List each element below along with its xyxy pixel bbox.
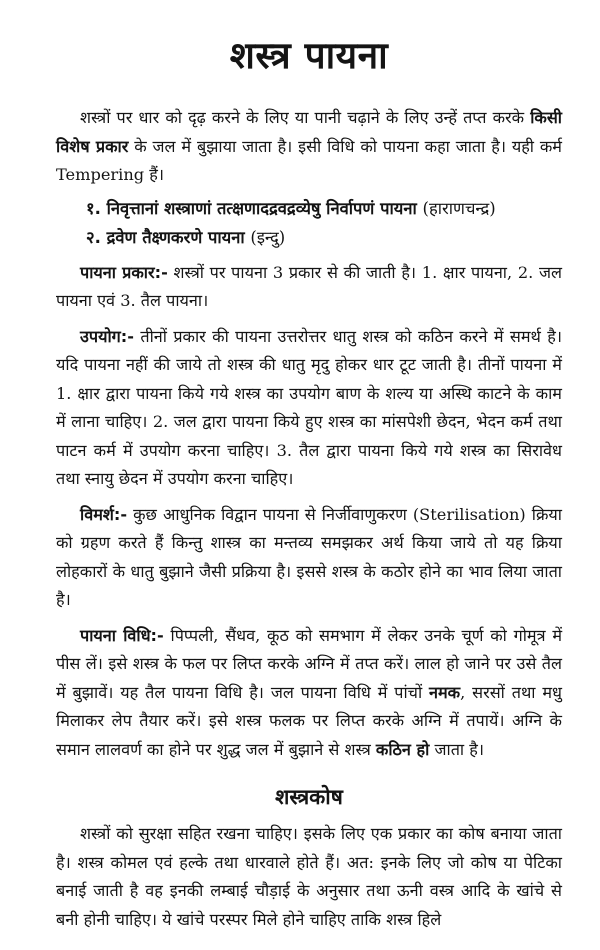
page-title: शस्त्र पायना	[229, 34, 389, 77]
method-bold-b: कठिन हो	[375, 739, 430, 759]
intro-paragraph	[56, 104, 562, 190]
method-bold-a: नमक	[429, 682, 461, 702]
usage-text: तीनों प्रकार की पायना उत्तरोत्तर धातु शस्त्र को कठिन करने में समर्थ है। यदि पायना नहीं की जाये तो शस्त्र की धातु मृदु होकर धार टूट जाती है। तीनों पायना में 1. क्षार द्वारा पायना किये गये शस्त्र का उपयोग बाण के शल्य या अस्थि काटने के काम में लाना चाहिए। 2. जल द्वारा पायना किये हुए शस्त्र का मांसपेशी छेदन, भेदन कर्म तथा पाटन कर्म में उपयोग करना चाहिए। 3. तैल द्वारा पायना किये गये शस्त्र का सिरावेध तथा स्नायु छेदन में उपयोग करना चाहिए।	[56, 326, 562, 488]
usage-heading: उपयोग:-	[80, 326, 134, 346]
intro-bold-phrase: किसी विशेष प्रकार	[56, 108, 562, 156]
usage-paragraph	[56, 323, 562, 494]
verse-item	[86, 223, 562, 252]
method-heading: पायना विधि:-	[80, 625, 164, 645]
method-text-c: जाता है।	[429, 739, 484, 759]
method-text-a: पिप्पली, सैंधव, कूठ को समभाग में लेकर उनके चूर्ण को गोमूत्र में पीस लें। इसे शस्त्र के फल पर लिप्त करके अग्नि में तप्त करें। लाल हो जाने पर उसे तैल में बुझावें। यह तैल पायना विधि है। जल पायना विधि में पांचों	[56, 625, 562, 702]
verse-number: १.	[86, 198, 101, 218]
verse-number: २.	[86, 227, 101, 247]
intro-text-c: के जल में बुझाया जाता है। इसी विधि को पायना कहा जाता है। यही कर्म Tempering हैं।	[56, 136, 562, 184]
method-text-b: , सरसों तथा मधु मिलाकर लेप तैयार करें। इसे शस्त्र फलक पर लिप्त करके अग्नि में तपायें। अग्नि के समान लालवर्ण का होने पर शुद्ध जल में बुझाने से शस्त्र	[56, 682, 562, 759]
intro-text-a: शस्त्रों पर धार को दृढ़ करने के लिए या पानी चढ़ाने के लिए उन्हें तप्त करके	[80, 108, 525, 127]
discussion-heading: विमर्श:-	[80, 504, 128, 524]
verse-source: (इन्दु)	[250, 227, 286, 247]
verse-list	[56, 194, 562, 252]
types-paragraph	[56, 259, 562, 316]
discussion-text: कुछ आधुनिक विद्वान पायना से निर्जीवाणुकरण (Sterilisation) क्रिया को ग्रहण करते हैं किन्तु शास्त्र का मन्तव्य समझकर अर्थ किया जाये तो यह क्रिया लोहकारों के धातु बुझाने जैसी प्रक्रिया है। इससे शस्त्र के कठोर होने का भाव लिया जाता है।	[56, 504, 562, 609]
section-paragraph: शस्त्रों को सुरक्षा सहित रखना चाहिए। इसके लिए एक प्रकार का कोष बनाया जाता है। शस्त्र कोमल एवं हल्के तथा धारवाले होते हैं। अत: इनके लिए जो कोष या पेटिका बनाई जाती है वह इनकी लम्बाई चौड़ाई के अनुसार तथा ऊनी वस्त्र आदि के खांचे से बनी होनी चाहिए। ये खांचे परस्पर मिले होने चाहिए ताकि शस्त्र हिले	[56, 824, 562, 929]
section-title: शस्त्रकोष	[275, 785, 343, 809]
verse-text: द्रवेण तैक्ष्णकरणे पायना	[106, 227, 245, 247]
discussion-paragraph	[56, 501, 562, 615]
types-text: शस्त्रों पर पायना 3 प्रकार से की जाती है। 1. क्षार पायना, 2. जल पायना एवं 3. तैल पायना।	[56, 262, 562, 310]
verse-source: (हाराणचन्द्र)	[422, 198, 496, 218]
verse-text: निवृत्तानां शस्त्राणां तत्क्षणादद्रवद्रव्येषु निर्वापणं पायना	[106, 198, 417, 218]
verse-item	[86, 194, 562, 223]
types-heading: पायना प्रकार:-	[80, 262, 168, 282]
method-paragraph	[56, 622, 562, 765]
